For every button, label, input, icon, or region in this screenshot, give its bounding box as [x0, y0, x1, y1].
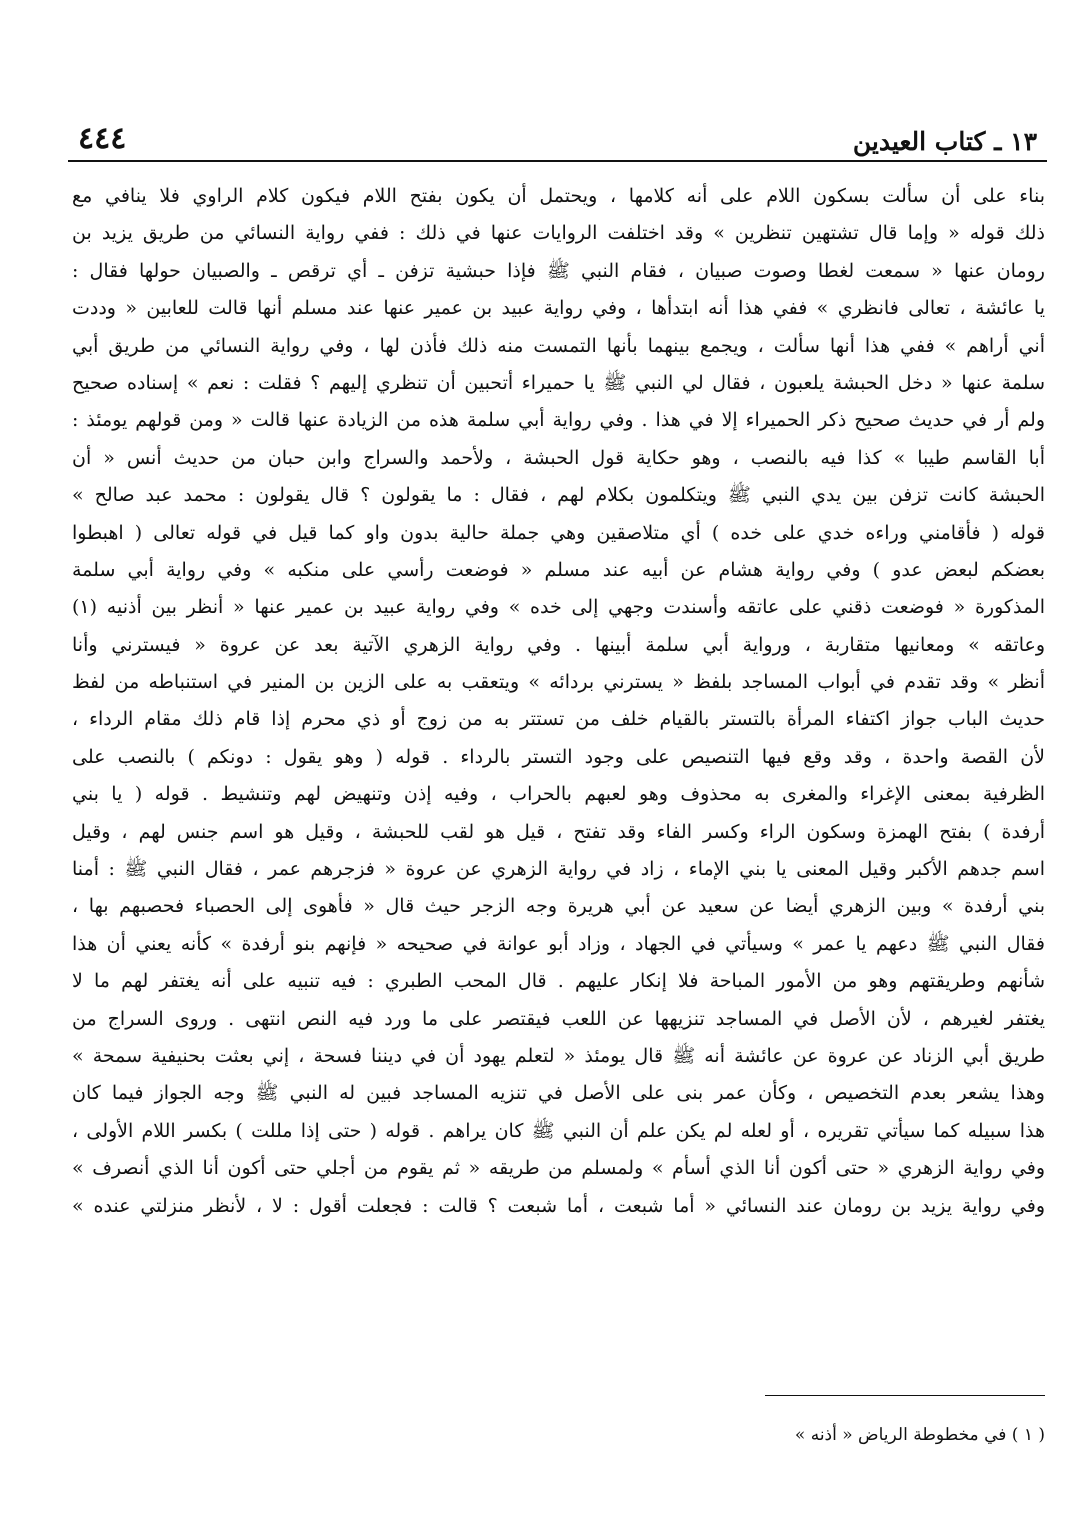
text-line: يغتفر لغيرهم ، لأن الأصل في المساجد تنزيهها عن اللعب فيقتصر على ما ورد فيه النص انتهى . وروى السراج من [72, 1007, 1045, 1030]
text-line: طريق أبي الزناد عن عروة عن عائشة أنه ﷺ قال يومئذ « لتعلم يهود أن في ديننا فسحة ، إني بعثت بحنيفية سمحة » [72, 1044, 1045, 1067]
text-line: سلمة عنها « دخل الحبشة يلعبون ، فقال لي النبي ﷺ يا حميراء أتحبين أن تنظري إليهم ؟ فقلت : نعم » إسناده صحيح [72, 371, 1045, 394]
text-line: بعضكم لبعض عدو ) وفي رواية هشام عن أبيه عند مسلم « فوضعت رأسي على منكبه » وفي رواية أبي سلمة [72, 558, 1045, 581]
text-line: ولم أر في حديث صحيح ذكر الحميراء إلا في هذا . وفي رواية أبي سلمة هذه من الزيادة عنها قالت « ومن قولهم يومئذ : [72, 409, 1045, 432]
text-line: شأنهم وطريقتهم وهو من الأمور المباحة فلا إنكار عليهم . قال المحب الطبري : فيه تنبيه على أنه يغتفر لهم ما لا [72, 970, 1045, 993]
text-line: قوله ( فأقامني وراءه خدي على خده ) أي متلاصقين وهي جملة حالية بدون واو كما قيل في قوله تعالى ( اهبطوا [72, 521, 1045, 544]
text-line: بني أرفدة » وبين الزهري أيضا عن سعيد عن أبي هريرة وجه الزجر حيث قال « فأهوى إلى الحصباء فحصبهم بها ، [72, 895, 1045, 918]
text-line: أني أراهم » ففي هذا أنها سألت ، ويجمع بينهما بأنها التمست منه ذلك فأذن لها ، وفي رواية النسائي من طريق أبي [72, 334, 1045, 357]
running-title: ١٣ ـ كتاب العيدين [852, 127, 1037, 156]
text-line: أبا القاسم طيبا » كذا فيه بالنصب ، وهو حكاية قول الحبشة ، ولأحمد والسراج وابن حبان من حديث أنس « أن [72, 446, 1045, 469]
text-line: رومان عنها « سمعت لغطا وصوت صبيان ، فقام النبي ﷺ فإذا حبشية تزفن ـ أي ترقص ـ والصبيان حولها فقال : [72, 259, 1045, 282]
page-number: ٤٤٤ [78, 121, 127, 156]
text-line: لأن القصة واحدة ، وقد وقع فيها التنصيص على وجود التستر بالرداء . قوله ( وهو يقول : دونكم ) بالنصب على [72, 745, 1045, 768]
text-line: حديث الباب جواز اكتفاء المرأة بالتستر بالقيام خلف من تستتر به من زوج أو ذي محرم إذا قام ذلك مقام الرداء ، [72, 708, 1045, 731]
text-line: أنظر » وقد تقدم في أبواب المساجد بلفظ « يسترني بردائه » ويتعقب به على الزين بن المنير في استنباطه من لفظ [72, 671, 1045, 694]
text-line: وهذا يشعر بعدم التخصيص ، وكأن عمر بنى على الأصل في تنزيه المساجد فبين له النبي ﷺ وجه الجواز فيما كان [72, 1082, 1045, 1105]
text-line: هذا سبيله كما سيأتي تقريره ، أو لعله لم يكن علم أن النبي ﷺ كان يراهم . قوله ( حتى إذا مللت ) بكسر اللام الأولى ، [72, 1119, 1045, 1142]
text-line: الحبشة كانت تزفن بين يدي النبي ﷺ ويتكلمون بكلام لهم ، فقال : ما يقولون ؟ قال يقولون : محمد عبد صالح » [72, 484, 1045, 507]
footnote: ( ١ ) في مخطوطة الرياض « أذنه » [794, 1425, 1045, 1445]
text-line: يا عائشة ، تعالى فانظري » ففي هذا أنه ابتدأها ، وفي رواية عبيد بن عمير عنها عند مسلم أنها قالت للعابين « وددت [72, 297, 1045, 320]
text-line: فقال النبي ﷺ دعهم يا عمر » وسيأتي في الجهاد ، وزاد أبو عوانة في صحيحه « فإنهم بنو أرفدة » كأنه يعني أن هذا [72, 932, 1045, 955]
body-text [72, 178, 1045, 1225]
text-line: المذكورة « فوضعت ذقني على عاتقه وأسندت وجهي إلى خده » وفي رواية عبيد بن عمير عنها « أنظر بين أذنيه (١) [72, 596, 1045, 619]
text-line: وفي رواية يزيد بن رومان عند النسائي « أما شبعت ، أما شبعت ؟ قالت : فجعلت أقول : لا ، لأنظر منزلتي عنده » [72, 1194, 1045, 1217]
text-line: اسم جدهم الأكبر وقيل المعنى يا بني الإماء ، زاد في رواية الزهري عن عروة « فزجرهم عمر ، فقال النبي ﷺ : أمنا [72, 858, 1045, 881]
page-header [68, 118, 1047, 162]
text-line: وفي رواية الزهري « حتى أكون أنا الذي أسأم » ولمسلم من طريقه « ثم يقوم من أجلي حتى أكون أنا الذي أنصرف » [72, 1157, 1045, 1180]
text-line: ذلك قوله « وإما قال تشتهين تنظرين » وقد اختلفت الروايات عنها في ذلك : ففي رواية النسائي من طريق يزيد بن [72, 222, 1045, 245]
text-line: أرفدة ) بفتح الهمزة وسكون الراء وكسر الفاء وقد تفتح ، قيل هو لقب للحبشة ، وقيل هو اسم جنس لهم ، وقيل [72, 820, 1045, 843]
footnote-separator [765, 1395, 1045, 1396]
text-line: الظرفية بمعنى الإغراء والمغرى به محذوف وهو لعبهم بالحراب ، وفيه إذن وتنهيض لهم وتنشيط . قوله ( يا بني [72, 783, 1045, 806]
text-line: بناء على أن سألت بسكون اللام على أنه كلامها ، ويحتمل أن يكون بفتح اللام فيكون كلام الراوي فلا ينافي مع [72, 185, 1045, 207]
text-line: وعاتقه » ومعانيها متقاربة ، ورواية أبي سلمة أبينها . وفي رواية الزهري الآتية بعد عن عروة « فيسترني وأنا [72, 633, 1045, 656]
